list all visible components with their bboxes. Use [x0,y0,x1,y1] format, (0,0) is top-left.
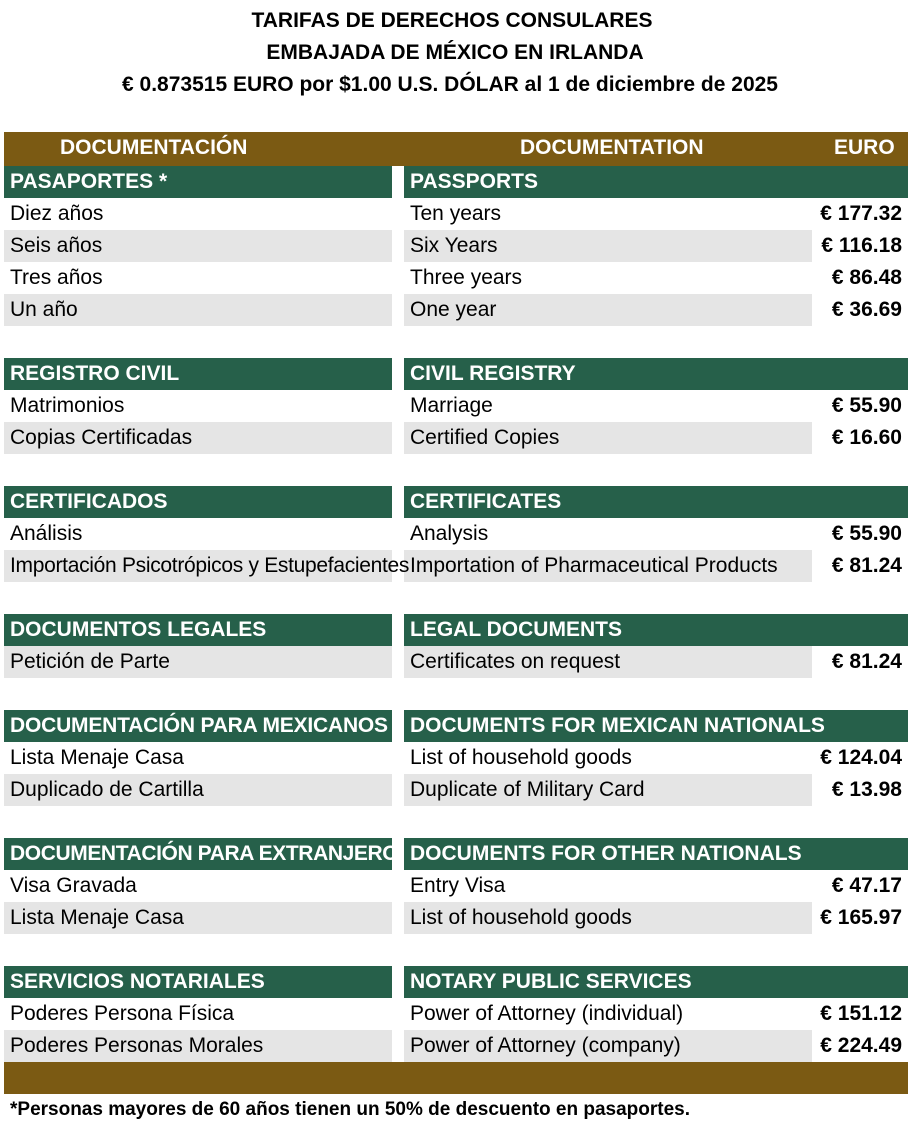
item-es: Matrimonios [10,394,125,417]
item-en: List of household goods [410,906,632,929]
item-en: Ten years [410,202,502,225]
item-es: Duplicado de Cartilla [10,778,204,801]
section-title-es: PASAPORTES * [4,166,392,198]
item-es: Poderes Personas Morales [10,1034,264,1057]
item-price: € 55.90 [831,394,902,417]
section-title-en: NOTARY PUBLIC SERVICES [404,966,908,998]
item-en: One year [410,298,497,321]
table-row [0,198,910,230]
item-es: Diez años [10,202,104,225]
item-price: € 16.60 [831,426,902,449]
item-price: € 124.04 [820,746,902,769]
item-price: € 47.17 [831,874,902,897]
footnote: *Personas mayores de 60 años tienen un 50% de descuento en pasaportes. [10,1099,691,1120]
item-en: Certificates on request [410,650,621,673]
item-en: Power of Attorney (company) [410,1034,681,1057]
item-en: Entry Visa [410,874,506,897]
section-title-en: DOCUMENTS FOR MEXICAN NATIONALS [404,710,908,742]
table-row [0,1030,910,1062]
item-es: Tres años [10,266,103,289]
column-header-bar [4,132,908,166]
title-line-2: EMBAJADA DE MÉXICO EN IRLANDA [266,41,644,64]
table-row [0,230,910,262]
item-es: Lista Menaje Casa [10,906,184,929]
item-es: Visa Gravada [10,874,137,897]
item-es: Análisis [10,522,83,545]
item-en: Three years [410,266,523,289]
section-title-en: CIVIL REGISTRY [404,358,908,390]
item-en: Duplicate of Military Card [410,778,645,801]
item-en: Certified Copies [410,426,560,449]
item-price: € 36.69 [831,298,902,321]
table-row [0,998,910,1030]
section-title-en: DOCUMENTS FOR OTHER NATIONALS [404,838,908,870]
table-row [0,262,910,294]
table-row [0,518,910,550]
item-price: € 165.97 [820,906,902,929]
item-es: Poderes Persona Física [10,1002,235,1025]
section-title-en: LEGAL DOCUMENTS [404,614,908,646]
section-title-es: DOCUMENTOS LEGALES [4,614,392,646]
section-title-en: CERTIFICATES [404,486,908,518]
header-spanish: DOCUMENTACIÓN [60,136,248,159]
item-price: € 224.49 [820,1034,902,1057]
table-row [0,422,910,454]
item-es: Lista Menaje Casa [10,746,184,769]
item-price: € 81.24 [831,554,902,577]
table-row [0,774,910,806]
item-price: € 55.90 [831,522,902,545]
item-es: Petición de Parte [10,650,170,673]
item-price: € 177.32 [820,202,902,225]
table-row [0,870,910,902]
table-row [0,550,910,582]
item-es: Importación Psicotrópicos y Estupefacientes [10,554,410,577]
title-line-1: TARIFAS DE DERECHOS CONSULARES [251,9,653,32]
item-en: Marriage [410,394,493,417]
header-english: DOCUMENTATION [520,136,704,159]
section-title-en: PASSPORTS [404,166,908,198]
table-row [0,646,910,678]
item-en: Analysis [410,522,489,545]
item-en: Six Years [410,234,498,257]
item-en: Power of Attorney (individual) [410,1002,684,1025]
header-euro: EURO [834,136,895,159]
section-title-es: CERTIFICADOS [4,486,392,518]
item-en: Importation of Pharmaceutical Products [410,554,778,577]
section-title-es: DOCUMENTACIÓN PARA MEXICANOS [4,710,392,742]
item-es: Seis años [10,234,103,257]
item-price: € 81.24 [831,650,902,673]
table-row [0,390,910,422]
item-en: List of household goods [410,746,632,769]
item-price: € 151.12 [820,1002,902,1025]
item-price: € 13.98 [831,778,902,801]
footer-bar [4,1062,908,1094]
section-title-es: SERVICIOS NOTARIALES [4,966,392,998]
item-price: € 86.48 [831,266,902,289]
section-title-es: REGISTRO CIVIL [4,358,392,390]
table-row [0,742,910,774]
table-row [0,294,910,326]
table-row [0,902,910,934]
item-es: Copias Certificadas [10,426,193,449]
item-es: Un año [10,298,78,321]
exchange-rate-line: € 0.873515 EURO por $1.00 U.S. DÓLAR al 1 de diciembre de 2025 [122,73,778,96]
item-price: € 116.18 [821,234,902,257]
section-title-es: DOCUMENTACIÓN PARA EXTRANJERO [4,838,392,870]
